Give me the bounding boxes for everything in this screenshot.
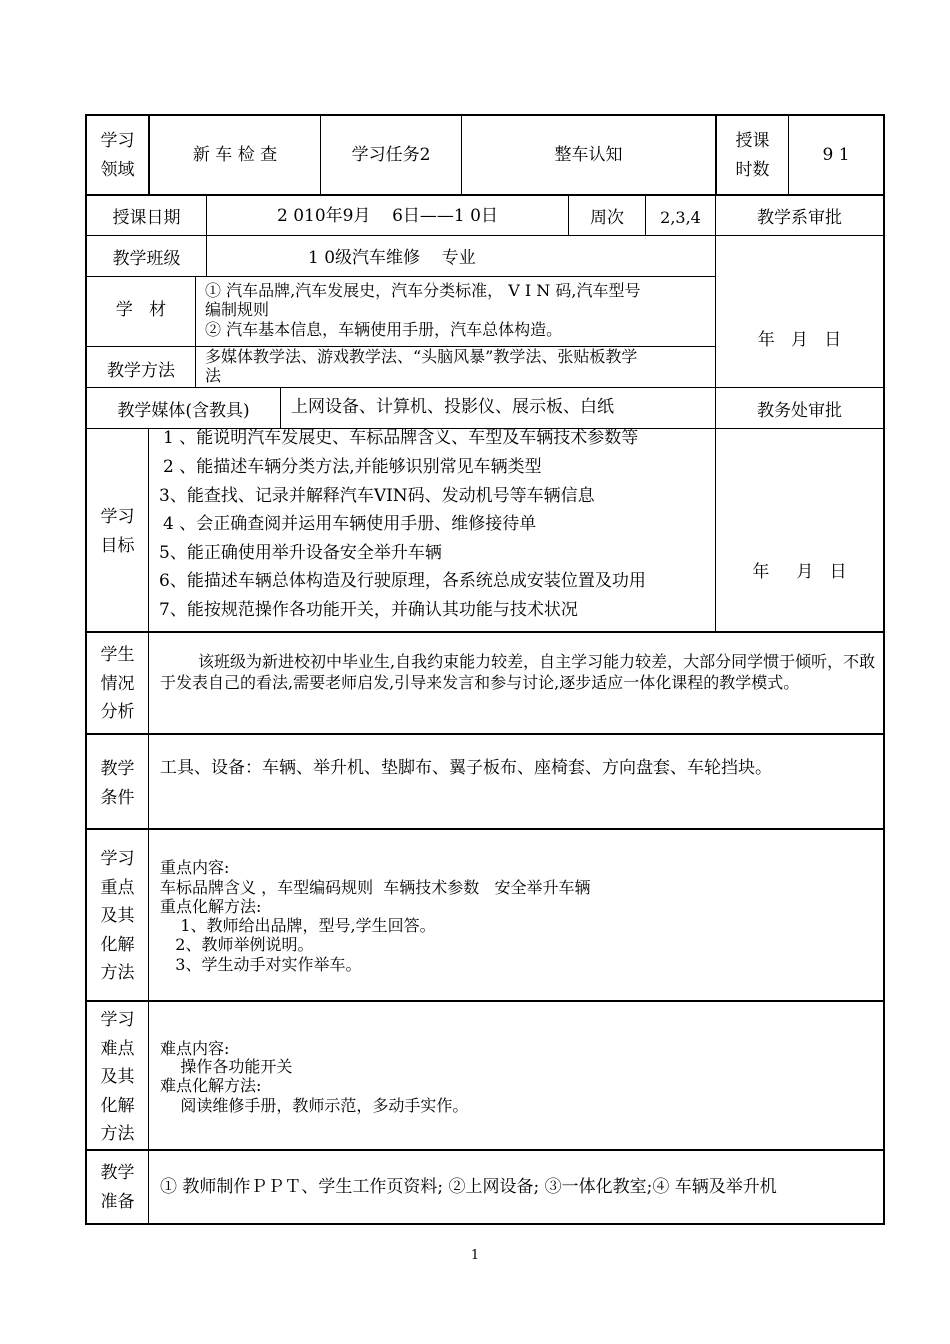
method-line: 法 — [205, 366, 222, 385]
table-border-right — [883, 114, 885, 1225]
key-points-label: 学习 重点 及其 化解 方法 — [100, 849, 135, 983]
row-divider — [85, 828, 885, 830]
goal-item: 7、能按规范操作各功能开关，并确认其功能与技术状况 — [159, 600, 578, 620]
row-divider — [85, 235, 885, 236]
goal-item: 6、能描述车辆总体构造及行驶原理，各系统总成安装位置及功用 — [159, 571, 646, 591]
key-points-line: 3、学生动手对实作举车。 — [160, 955, 362, 974]
col-divider — [148, 632, 149, 1224]
method-label: 教学方法 — [107, 361, 175, 381]
row-divider — [85, 194, 885, 196]
col-divider — [195, 276, 196, 387]
task-label: 学习任务2 — [351, 145, 431, 165]
media-label: 教学媒体(含教具) — [117, 401, 250, 421]
dept-approval-date: 年 月 日 — [757, 330, 842, 350]
media-value: 上网设备、计算机、投影仪、展示板、白纸 — [291, 397, 614, 417]
row-divider — [85, 1000, 885, 1002]
row-divider — [85, 1149, 885, 1151]
class-label: 教学班级 — [112, 249, 181, 269]
row-divider — [85, 387, 885, 388]
row-divider — [85, 733, 885, 735]
materials-label: 学 材 — [115, 300, 167, 320]
table-border-bottom — [85, 1223, 885, 1225]
materials-line: ② 汽车基本信息，车辆使用手册，汽车总体构造。 — [205, 320, 563, 339]
class-value: 1 0级汽车维修 专业 — [308, 248, 476, 268]
difficulties-line: 阅读维修手册，教师示范，多动手实作。 — [160, 1096, 469, 1115]
goals-label: 学习 目标 — [100, 507, 135, 556]
conditions-value: 工具、设备：车辆、举升机、垫脚布、翼子板布、座椅套、方向盘套、车轮挡块。 — [160, 758, 772, 778]
difficulties-line: 难点化解方法: — [160, 1076, 262, 1095]
key-points-line: 2、教师举例说明。 — [160, 935, 314, 954]
page-number: 1 — [470, 1248, 480, 1263]
goal-item: 1 、能说明汽车发展史、车标品牌含义、车型及车辆技术参数等 — [163, 428, 639, 448]
field-label: 学习 领域 — [100, 131, 135, 180]
task-value: 整车认知 — [554, 145, 623, 165]
row-divider — [85, 631, 885, 633]
hours-label: 授课 时数 — [735, 131, 770, 180]
method-line: 多媒体教学法、游戏教学法、“头脑风暴”教学法、张贴板教学 — [205, 347, 638, 366]
col-divider — [715, 428, 716, 633]
materials-line: ① 汽车品牌,汽车发展史，汽车分类标准， V I N 码,汽车型号 — [205, 281, 641, 300]
key-points-line: 重点内容: — [160, 858, 230, 877]
difficulties-label: 学习 难点 及其 化解 方法 — [100, 1010, 135, 1144]
difficulties-line: 操作各功能开关 — [160, 1057, 293, 1076]
date-label: 授课日期 — [112, 208, 181, 228]
key-points-line: 车标品牌含义 ，车型编码规则 车辆技术参数 安全举升车辆 — [160, 878, 591, 897]
table-border-top — [85, 114, 885, 116]
row-divider — [85, 276, 715, 277]
analysis-text: 该班级为新进校初中毕业生,自我约束能力较差，自主学习能力较差，大部分同学惯于倾听，不敢于发表自己的看法,需要老师启发,引导来发言和参与讨论,逐步适应一体化课程的教学模式。 — [160, 652, 876, 692]
col-divider — [715, 195, 716, 428]
office-approval-label: 教务处审批 — [757, 401, 842, 421]
goal-item: 2 、能描述车辆分类方法,并能够识别常见车辆类型 — [163, 457, 542, 477]
goal-item: 4 、会正确查阅并运用车辆使用手册、维修接待单 — [163, 514, 537, 534]
week-label: 周次 — [590, 208, 624, 228]
conditions-label: 教学 条件 — [100, 759, 135, 808]
hours-value: 9 1 — [822, 145, 850, 165]
dept-approval-label: 教学系审批 — [757, 208, 842, 228]
difficulties-line: 难点内容: — [160, 1039, 230, 1058]
col-divider — [280, 387, 281, 428]
week-value: 2,3,4 — [660, 208, 701, 227]
preparation-value: ① 教师制作ＰＰＴ、学生工作页资料; ②上网设备; ③一体化教室;④ 车辆及举升机 — [160, 1177, 777, 1197]
goal-item: 5、能正确使用举升设备安全举升车辆 — [159, 543, 442, 563]
preparation-label: 教学 准备 — [100, 1163, 135, 1212]
col-divider — [206, 236, 207, 277]
key-points-line: 1、教师给出品牌，型号,学生回答。 — [160, 916, 436, 935]
analysis-label: 学生 情况 分析 — [100, 645, 135, 722]
field-value: 新 车 检 查 — [192, 145, 278, 165]
date-value: 2 010年9月 6日——1 0日 — [277, 206, 498, 226]
office-approval-date: 年 月 日 — [752, 562, 847, 582]
materials-line: 编制规则 — [205, 300, 270, 319]
goal-item: 3、能查找、记录并解释汽车VIN码、发动机号等车辆信息 — [159, 486, 595, 506]
col-divider — [148, 428, 149, 633]
key-points-line: 重点化解方法: — [160, 897, 262, 916]
